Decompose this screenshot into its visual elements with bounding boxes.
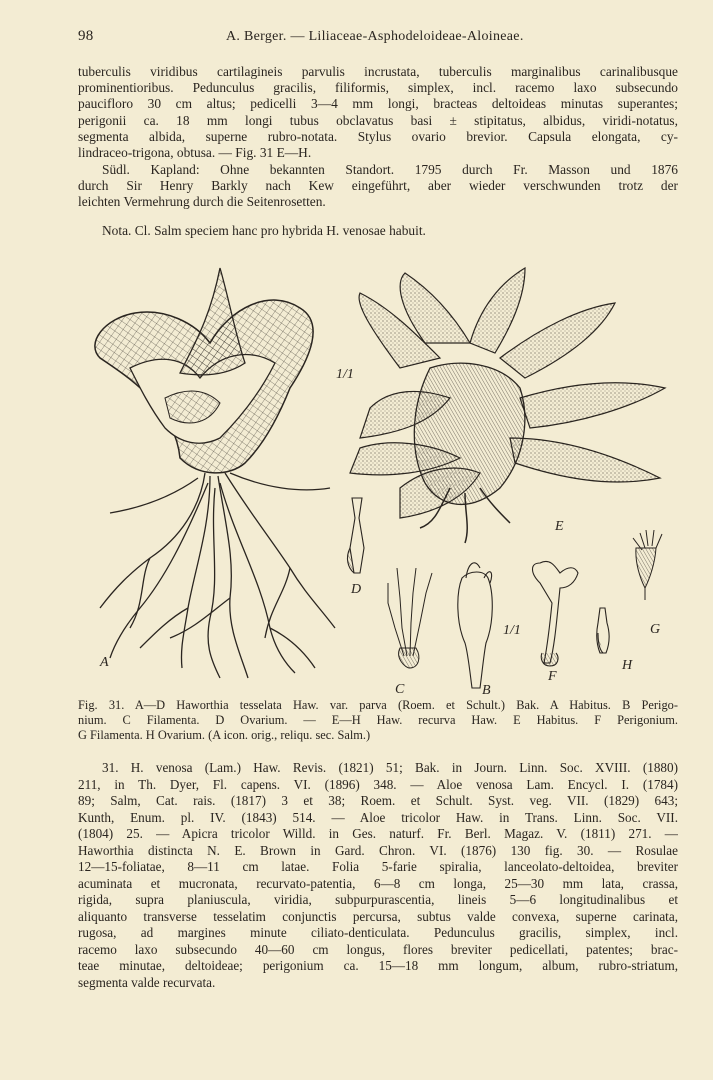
- text-line: 89; Salm, Cat. rais. (1817) 3 et 38; Roem. et Schult. Syst. veg. VII. (1829) 643;: [78, 793, 678, 808]
- caption-line: G Filamenta. H Ovarium. (A icon. orig., reliqu. sec. Salm.): [78, 728, 371, 742]
- caption-line: Fig. 31. A—D Haworthia tesselata Haw. var. parva (Roem. et Schult.) Bak. A Habitus. B Perigo-: [78, 698, 678, 712]
- scale-label-e: 1/1: [336, 367, 354, 382]
- text-line: Südl. Kapland: Ohne bekannten Standort. 1795 durch Fr. Masson und 1876: [102, 162, 678, 177]
- text-line: tuberculis viridibus cartilagineis parvulis incrustata, tuberculis marginalibus carinalibusque: [78, 64, 678, 79]
- label-f: F: [548, 669, 557, 684]
- locality-paragraph: [78, 162, 678, 211]
- text-line: Kunth, Enum. pl. IV. (1843) 514. — Aloe tricolor Haw. in Trans. Linn. Soc. VII.: [78, 809, 678, 825]
- illustration-c-filamenta: [388, 568, 432, 668]
- illustration-g-filamenta: [633, 530, 662, 600]
- label-d: D: [351, 582, 362, 597]
- page-header: [78, 28, 678, 48]
- text-line: leichten Vermehrung durch die Seitenrosetten.: [78, 194, 326, 210]
- scale-label-b: 1/1: [503, 623, 521, 638]
- page-number: 98: [78, 28, 94, 44]
- illustration-h-ovarium: [597, 608, 609, 653]
- label-a: A: [100, 655, 109, 670]
- text-line: lindraceo-trigona, obtusa. — Fig. 31 E—H.: [78, 145, 312, 161]
- illustration-b-perigonium: [458, 563, 492, 688]
- text-line: acuminata et mucronata, recurvato-patentia, 6—8 cm longa, 25—30 mm lata, crassa,: [78, 875, 678, 891]
- text-line: prominentioribus. Pedunculus gracilis, filiformis, simplex, incl. racemo laxo subsecundo: [78, 80, 678, 96]
- species-heading-line: 31. H. venosa (Lam.) Haw. Revis. (1821) 51; Bak. in Journ. Linn. Soc. XVIII. (1880): [102, 760, 678, 775]
- label-c: C: [395, 682, 405, 697]
- illustration-a-habitus: [95, 268, 335, 678]
- text-line: segmenta albida, superne rubro-notata. Stylus ovario brevior. Capsula elongata, cy-: [78, 128, 678, 144]
- text-line: rigida, supra planiuscula, viridia, subpurpurascentia, lineis 5—6 longitudinalibus et: [78, 892, 678, 907]
- text-line: paucifloro 30 cm altus; pedicelli 3—4 mm longi, bracteas deltoideas minutas superantes;: [78, 96, 678, 112]
- text-line: teae minutae, deltoideae; perigonium ca. 15—18 mm longum, album, rubro-striatum,: [78, 958, 678, 973]
- nota-paragraph: [78, 223, 678, 239]
- label-g: G: [650, 622, 661, 637]
- illustration-f-perigonium: [533, 561, 579, 666]
- caption-line: nium. C Filamenta. D Ovarium. — E—H Haw. recurva Haw. E Habitus. F Perigonium.: [78, 713, 678, 727]
- description-paragraph: [78, 64, 678, 161]
- botanical-figure: [70, 248, 670, 698]
- roots: [100, 473, 335, 678]
- running-title: A. Berger. — Liliaceae-Asphodeloideae-Aloineae.: [226, 29, 524, 44]
- figure-caption: [78, 698, 678, 743]
- text-line: 211, in Th. Dyer, Fl. capens. VI. (1896) 348. — Aloe venosa Lam. Encycl. I. (1784): [78, 776, 678, 792]
- text-line: Haworthia distincta N. E. Brown in Gard. Chron. VI. (1876) 130 fig. 30. — Rosulae: [78, 842, 678, 858]
- text-line: perigonii ca. 18 mm longi tubus obclavatus basi ± stipitatus, albidus, viridi-notatus,: [78, 112, 678, 128]
- label-b: B: [482, 683, 491, 698]
- text-line: aliquanto transverse tesselatim conjunctis percursa, subtus valde convexa, superne carinata,: [78, 908, 678, 924]
- text-line: (1804) 25. — Apicra tricolor Willd. in Ges. naturf. Fr. Berl. Magaz. V. (1811) 271. —: [78, 826, 678, 841]
- illustration-d-ovarium: [347, 498, 364, 573]
- text-line: durch Sir Henry Barkly nach Kew eingeführt, aber wieder verschwunden trotz der: [78, 178, 678, 194]
- species-paragraph: [78, 760, 678, 991]
- illustration-e-habitus: [350, 268, 665, 543]
- label-e: E: [555, 519, 564, 534]
- text-line: segmenta valde recurvata.: [78, 974, 216, 990]
- text-line: rugosa, ad margines minute ciliato-denticulata. Pedunculus gracilis, simplex, incl.: [78, 925, 678, 940]
- nota-line: Nota. Cl. Salm speciem hanc pro hybrida H. venosae habuit.: [102, 223, 426, 238]
- text-line: 12—15-foliatae, 8—11 cm latae. Folia 5-farie spiralia, lanceolato-deltoidea, breviter: [78, 859, 678, 874]
- text-line: racemo laxo subsecundo 40—60 cm longus, flores breviter pedicellati, patentes; brac-: [78, 941, 678, 957]
- label-h: H: [622, 658, 633, 673]
